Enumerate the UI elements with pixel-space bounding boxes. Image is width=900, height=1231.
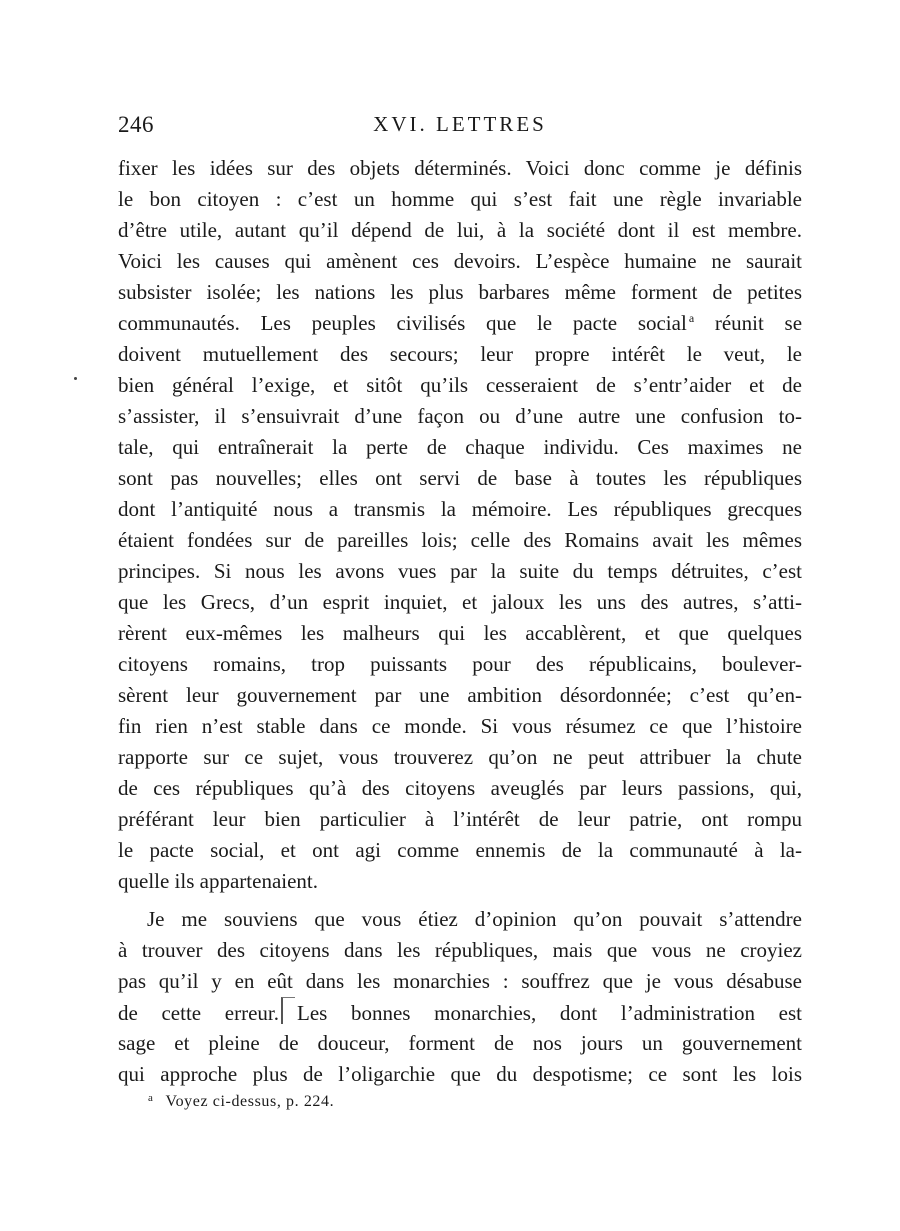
- page-header: [118, 112, 802, 142]
- text-line: citoyens romains, trop puissants pour des républicains, boulever-: [118, 652, 802, 676]
- text-line: s’assister, il s’ensuivrait d’une façon ou d’une autre une confusion to-: [118, 404, 802, 428]
- footnote-marker: a: [148, 1092, 154, 1104]
- text-line: tale, qui entraînerait la perte de chaque individu. Ces maximes ne: [118, 435, 802, 459]
- text-segment: communautés. Les peuples civilisés que le pacte social: [118, 311, 687, 335]
- paragraph-2: [118, 904, 802, 1090]
- text-line: le pacte social, et ont agi comme ennemis de la communauté à la-: [118, 838, 802, 862]
- text-line: subsister isolée; les nations les plus barbares même forment de petites: [118, 280, 802, 304]
- text-line: bien général l’exige, et sitôt qu’ils cesseraient de s’entr’aider et de: [118, 373, 802, 397]
- text-line: fin rien n’est stable dans ce monde. Si vous résumez ce que l’histoire: [118, 714, 802, 738]
- text-line: sèrent leur gouvernement par une ambition désordonnée; c’est qu’en-: [118, 683, 802, 707]
- text-line: Voici les causes qui amènent ces devoirs. L’espèce humaine ne saurait: [118, 249, 802, 273]
- margin-speck: [74, 377, 77, 380]
- text-line: sont pas nouvelles; elles ont servi de base à toutes les républiques: [118, 466, 802, 490]
- text-line: qui approche plus de l’oligarchie que du despotisme; ce sont les lois: [118, 1062, 802, 1086]
- body-text: [118, 153, 802, 1090]
- text-line: principes. Si nous les avons vues par la suite du temps détruites, c’est: [118, 559, 802, 583]
- text-line: le bon citoyen : c’est un homme qui s’est fait une règle invariable: [118, 187, 802, 211]
- text-line: à trouver des citoyens dans les républiques, mais que vous ne croyiez: [118, 938, 802, 962]
- text-line: rapporte sur ce sujet, vous trouverez qu’on ne peut attribuer la chute: [118, 745, 802, 769]
- page-number: 246: [118, 112, 154, 137]
- text-line-with-note: [118, 308, 802, 339]
- text-line: rèrent eux-mêmes les malheurs qui les accablèrent, et que quelques: [118, 621, 802, 645]
- text-line: préférant leur bien particulier à l’intérêt de leur patrie, ont rompu: [118, 807, 802, 831]
- text-segment: de cette erreur.: [118, 1001, 279, 1025]
- editorial-bracket-mark: [281, 997, 295, 1024]
- text-line: fixer les idées sur des objets déterminés. Voici donc comme je définis: [118, 156, 802, 180]
- footnote-text: Voyez ci-dessus, p. 224.: [165, 1093, 335, 1110]
- text-line: pas qu’il y en eût dans les monarchies : souffrez que je vous désabuse: [118, 969, 802, 993]
- paragraph-1: [118, 153, 802, 897]
- text-line: de ces républiques qu’à des citoyens aveuglés par leurs passions, qui,: [118, 776, 802, 800]
- footnote-reference: a: [688, 311, 695, 325]
- text-line-with-mark: [118, 997, 802, 1028]
- text-line: dont l’antiquité nous a transmis la mémoire. Les républiques grecques: [118, 497, 802, 521]
- text-segment: réunit se: [714, 311, 803, 335]
- running-head: XVI. LETTRES: [373, 112, 547, 136]
- text-line: sage et pleine de douceur, forment de nos jours un gouvernement: [118, 1031, 802, 1055]
- footnote: [148, 1092, 334, 1111]
- text-line: que les Grecs, d’un esprit inquiet, et jaloux les uns des autres, s’atti-: [118, 590, 802, 614]
- text-line: doivent mutuellement des secours; leur propre intérêt le veut, le: [118, 342, 802, 366]
- text-line: quelle ils appartenaient.: [118, 869, 319, 893]
- text-line: étaient fondées sur de pareilles lois; celle des Romains avait les mêmes: [118, 528, 802, 552]
- text-segment: Les bonnes monarchies, dont l’administration est: [297, 1001, 802, 1025]
- text-line: d’être utile, autant qu’il dépend de lui, à la société dont il est membre.: [118, 218, 802, 242]
- paragraph-gap: [118, 897, 802, 904]
- text-line: Je me souviens que vous étiez d’opinion qu’on pouvait s’attendre: [147, 907, 802, 931]
